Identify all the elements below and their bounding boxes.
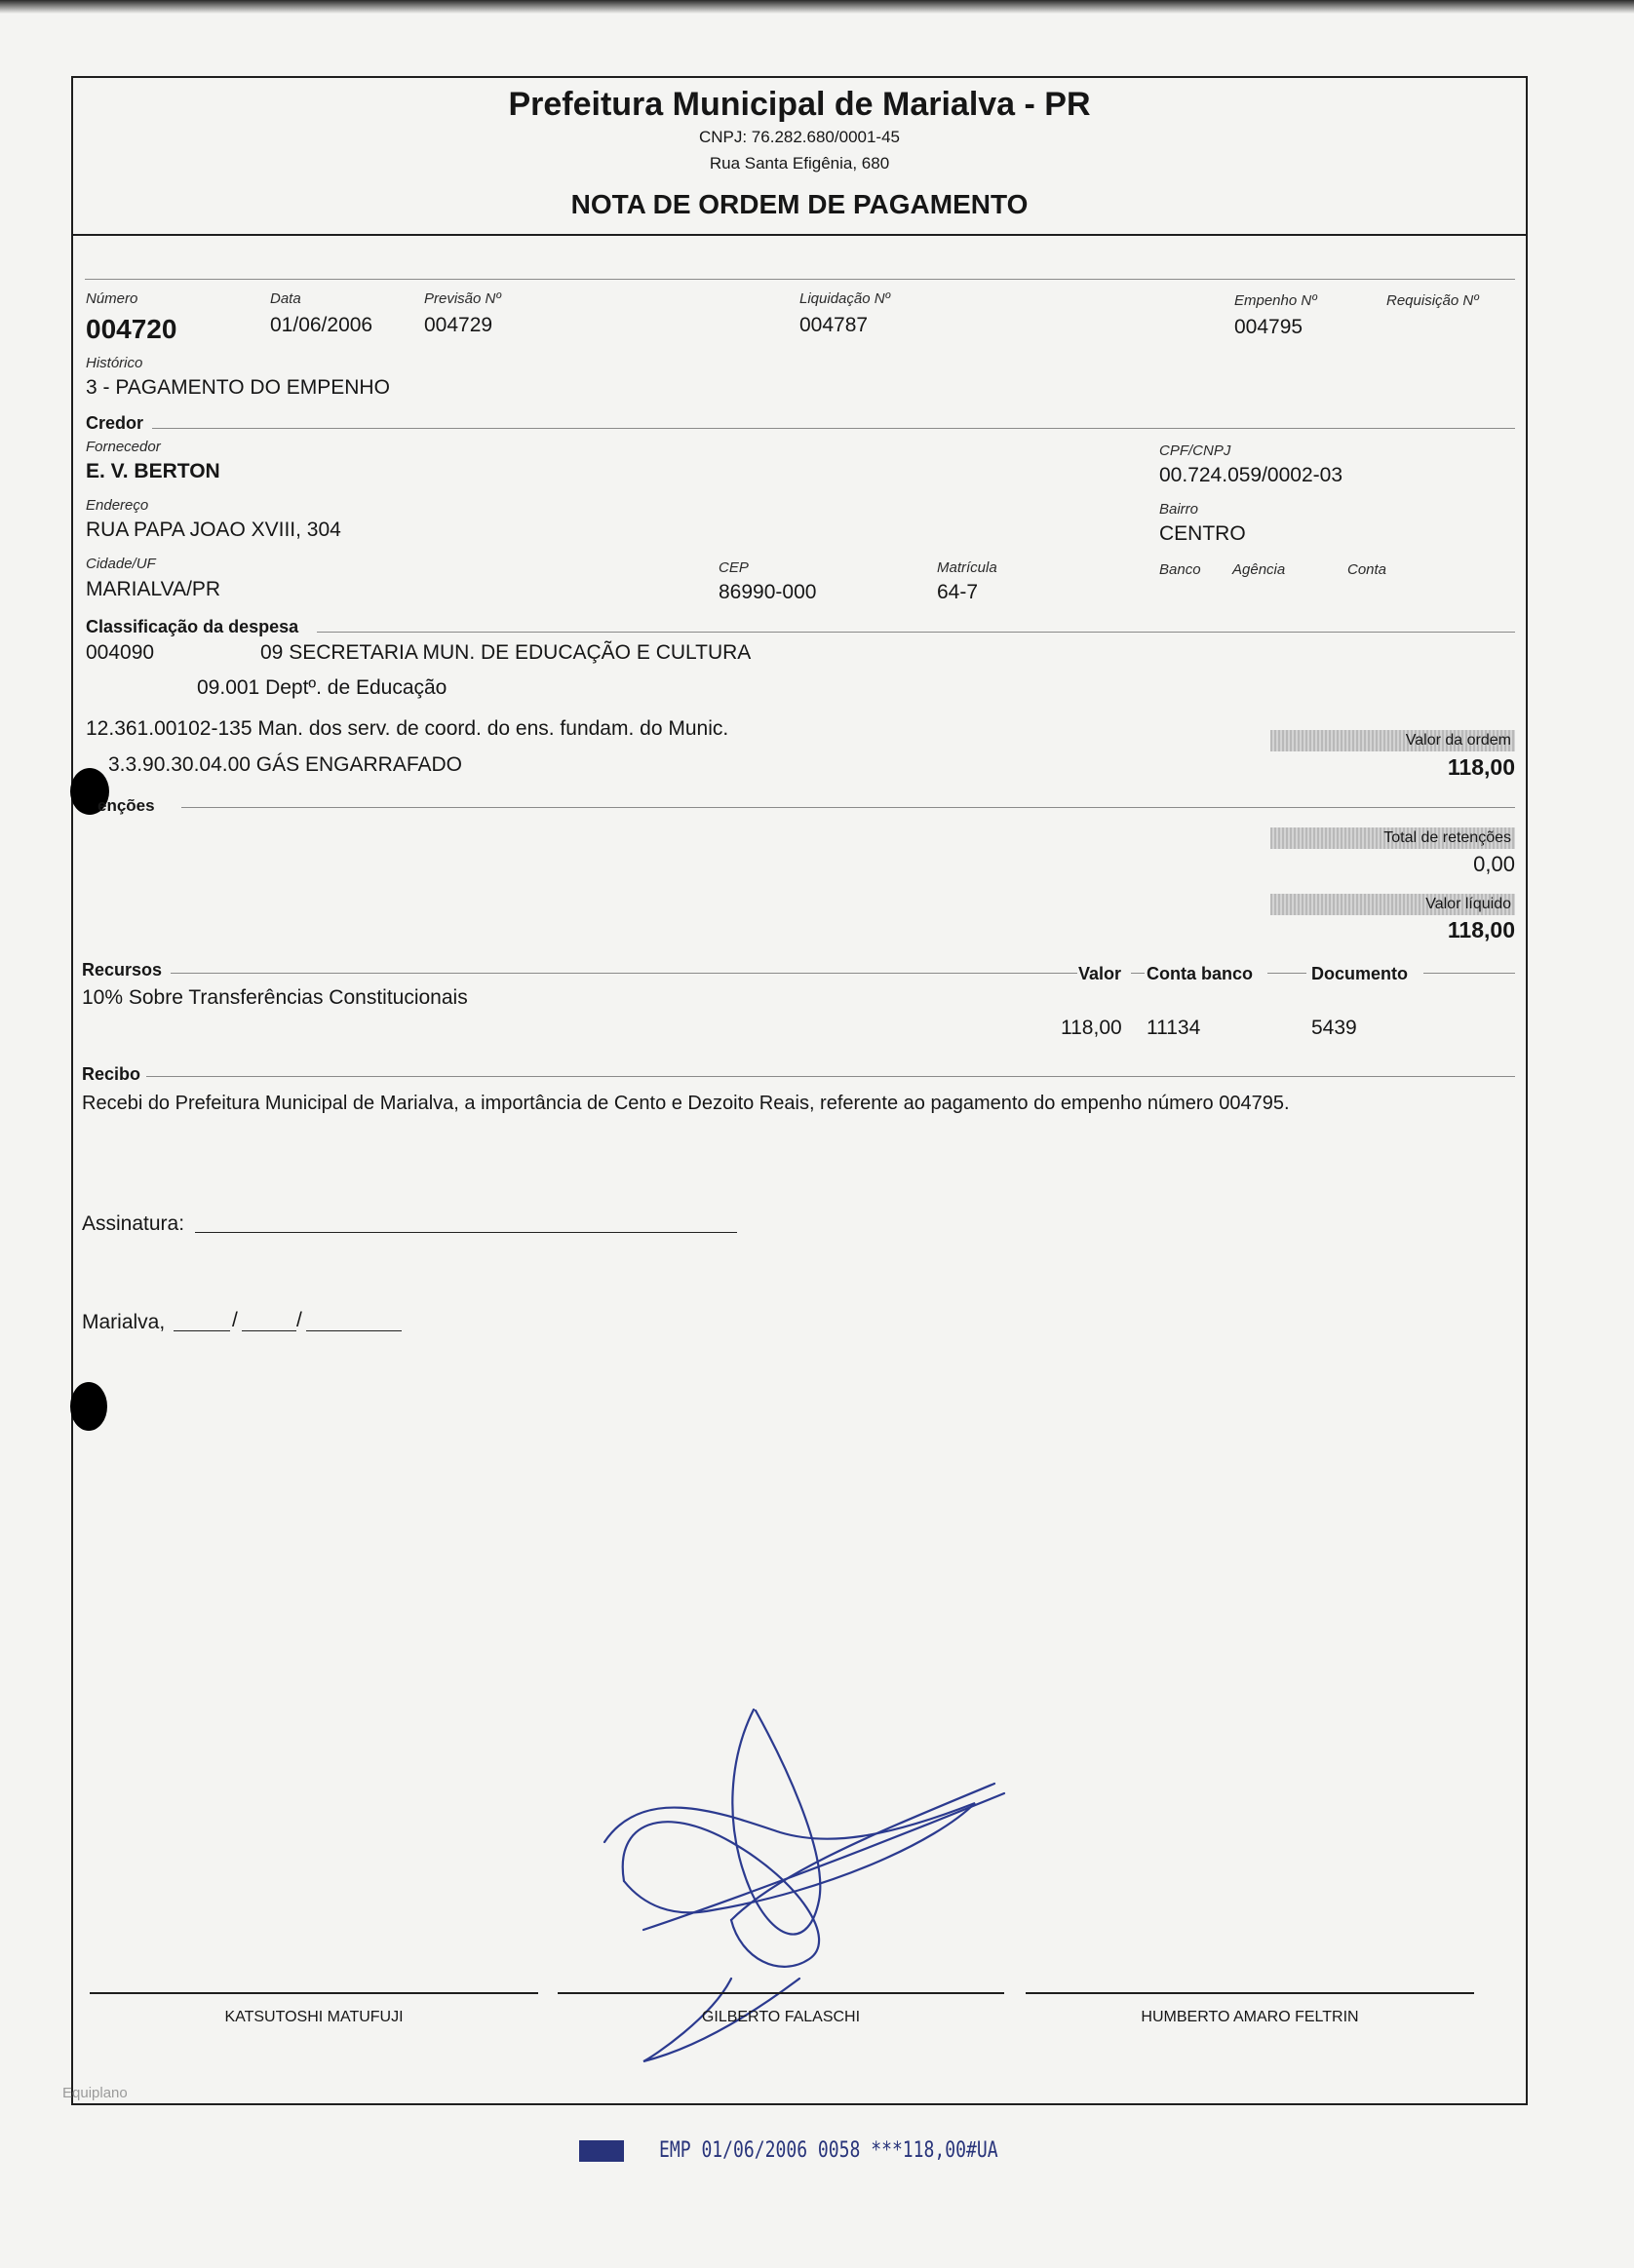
date-separator-1: / xyxy=(232,1309,238,1331)
banco-label: Banco xyxy=(1159,561,1201,578)
document-title: NOTA DE ORDEM DE PAGAMENTO xyxy=(570,189,1029,219)
requisicao-label: Requisição Nº xyxy=(1386,292,1479,309)
date-month-line xyxy=(242,1330,296,1331)
bairro-label: Bairro xyxy=(1159,501,1199,518)
recursos-documento: 5439 xyxy=(1311,1017,1357,1039)
previsao-label: Previsão Nº xyxy=(424,290,501,307)
data-label: Data xyxy=(270,290,301,307)
assinatura-label: Assinatura: xyxy=(82,1212,185,1235)
recibo-rule xyxy=(146,1076,1515,1077)
conta-label: Conta xyxy=(1347,561,1387,578)
matricula-value: 64-7 xyxy=(937,581,979,603)
classificacao-rule xyxy=(317,632,1515,633)
cep-label: CEP xyxy=(719,559,749,576)
page-title: Prefeitura Municipal de Marialva - PR xyxy=(508,86,1091,123)
recursos-documento-header: Documento xyxy=(1311,964,1408,983)
cnpj: CNPJ: 76.282.680/0001-45 xyxy=(698,128,901,146)
classificacao-elemento: 3.3.90.30.04.00 GÁS ENGARRAFADO xyxy=(108,753,463,776)
bank-stamp-logo xyxy=(579,2140,624,2162)
data-value: 01/06/2006 xyxy=(270,314,373,336)
historico-value: 3 - PAGAMENTO DO EMPENHO xyxy=(86,376,390,399)
total-retencoes-value: 0,00 xyxy=(1473,852,1515,876)
numero-value: 004720 xyxy=(86,314,177,344)
classificacao-code: 004090 xyxy=(86,641,155,664)
header-divider xyxy=(73,234,1526,236)
fornecedor-value: E. V. BERTON xyxy=(86,460,220,482)
endereco-value: RUA PAPA JOAO XVIII, 304 xyxy=(86,519,341,541)
cpf-value: 00.724.059/0002-03 xyxy=(1159,464,1343,486)
matricula-label: Matrícula xyxy=(937,559,997,576)
retencoes-rule xyxy=(181,807,1515,808)
previsao-value: 004729 xyxy=(424,314,493,336)
endereco-label: Endereço xyxy=(86,497,149,514)
empenho-label: Empenho Nº xyxy=(1234,292,1317,309)
classificacao-orgao: 09 SECRETARIA MUN. DE EDUCAÇÃO E CULTURA xyxy=(260,641,752,664)
recursos-valor-header: Valor xyxy=(1078,964,1122,983)
signatory-1: KATSUTOSHI MATUFUJI xyxy=(224,2009,404,2025)
bank-stamp-text: EMP 01/06/2006 0058 ***118,00#UA xyxy=(659,2138,998,2163)
signature-line-1 xyxy=(90,1992,538,1994)
agencia-label: Agência xyxy=(1232,561,1286,578)
assinatura-line xyxy=(195,1232,737,1233)
valor-ordem-value: 118,00 xyxy=(1447,754,1515,780)
scan-edge-shadow xyxy=(0,0,1634,14)
cidade-label: Cidade/UF xyxy=(86,556,156,572)
recursos-descricao: 10% Sobre Transferências Constitucionais xyxy=(82,986,468,1009)
total-retencoes-label: Total de retenções xyxy=(1270,827,1515,849)
software-credit: Equiplano xyxy=(62,2085,128,2101)
fornecedor-label: Fornecedor xyxy=(86,439,161,455)
local-label: Marialva, xyxy=(82,1311,166,1333)
valor-liquido-value: 118,00 xyxy=(1447,917,1515,942)
liquidacao-value: 004787 xyxy=(799,314,869,336)
signature-line-3 xyxy=(1026,1992,1474,1994)
credor-rule xyxy=(152,428,1515,429)
info-top-rule xyxy=(85,279,1515,280)
date-separator-2: / xyxy=(296,1309,302,1331)
valor-liquido-label: Valor líquido xyxy=(1270,894,1515,915)
recursos-rule-2 xyxy=(1131,973,1145,974)
valor-ordem-label: Valor da ordem xyxy=(1270,730,1515,751)
retencoes-section-title: enções xyxy=(97,796,155,815)
recursos-conta-header: Conta banco xyxy=(1147,964,1254,983)
bairro-value: CENTRO xyxy=(1159,522,1246,545)
recursos-rule xyxy=(171,973,1077,974)
empenho-value: 004795 xyxy=(1234,316,1303,338)
recibo-section-title: Recibo xyxy=(82,1064,141,1084)
recibo-text: Recebi do Prefeitura Municipal de Marialva, a importância de Cento e Dezoito Reais, referente ao pagamento do empenho número 004795. xyxy=(82,1093,1290,1114)
recursos-conta: 11134 xyxy=(1147,1017,1201,1039)
signatory-2: GILBERTO FALASCHI xyxy=(701,2009,861,2025)
numero-label: Número xyxy=(86,290,138,307)
recursos-rule-3 xyxy=(1267,973,1306,974)
recursos-section-title: Recursos xyxy=(82,960,163,980)
cidade-value: MARIALVA/PR xyxy=(86,578,221,600)
historico-label: Histórico xyxy=(86,355,143,371)
credor-section-title: Credor xyxy=(86,413,144,433)
date-year-line xyxy=(306,1330,402,1331)
cpf-label: CPF/CNPJ xyxy=(1159,442,1231,459)
classificacao-section-title: Classificação da despesa xyxy=(86,617,299,636)
classificacao-funcional: 12.361.00102-135 Man. dos serv. de coord. do ens. fundam. do Munic. xyxy=(86,717,729,740)
recursos-valor: 118,00 xyxy=(1061,1017,1122,1039)
date-day-line xyxy=(174,1330,230,1331)
hole-punch-mark-2 xyxy=(70,1382,107,1431)
signature-line-2 xyxy=(558,1992,1004,1994)
classificacao-unidade: 09.001 Deptº. de Educação xyxy=(197,676,447,699)
address: Rua Santa Efigênia, 680 xyxy=(709,154,890,173)
recursos-rule-4 xyxy=(1423,973,1515,974)
liquidacao-label: Liquidação Nº xyxy=(799,290,891,307)
cep-value: 86990-000 xyxy=(719,581,817,603)
signatory-3: HUMBERTO AMARO FELTRIN xyxy=(1141,2009,1359,2025)
